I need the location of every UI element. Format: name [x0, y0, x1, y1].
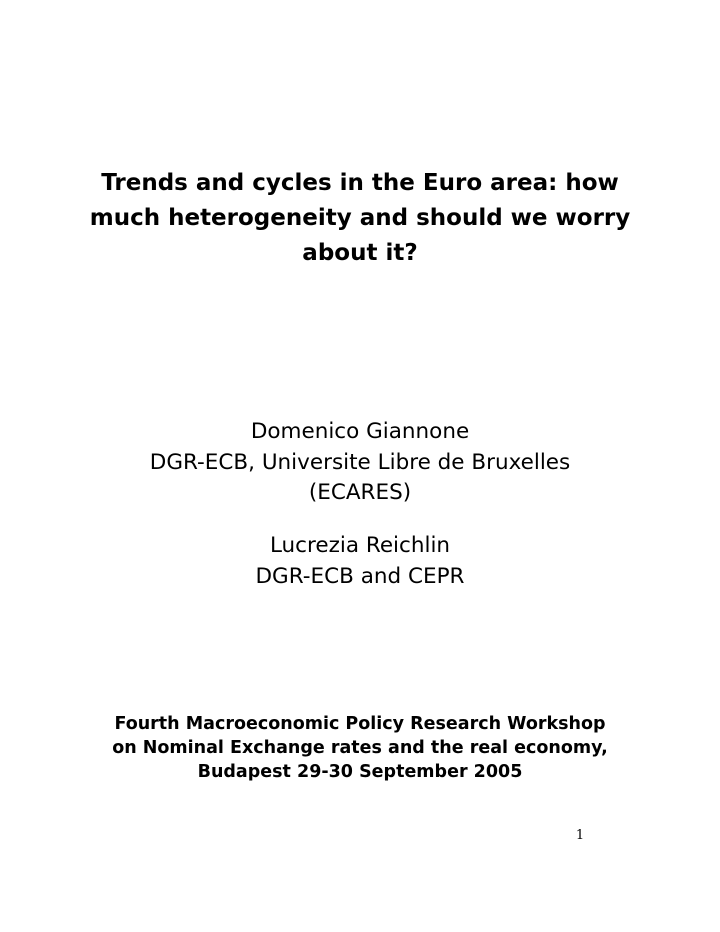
author-affiliation: DGR-ECB, Universite Libre de Bruxelles: [149, 449, 571, 475]
title-line: about it?: [302, 240, 418, 266]
page-number: 1: [575, 828, 585, 843]
author-reichlin: [60, 531, 660, 592]
title-line: much heterogeneity and should we worry: [89, 205, 631, 231]
author-name: Domenico Giannone: [250, 419, 470, 444]
author-name: Lucrezia Reichlin: [269, 533, 451, 558]
event-line: Fourth Macroeconomic Policy Research Workshop: [114, 714, 606, 734]
author-affiliation: (ECARES): [308, 480, 412, 505]
author-giannone: [60, 417, 660, 509]
event-line: Budapest 29-30 September 2005: [197, 762, 523, 782]
slide-title: [60, 166, 660, 271]
event-line: on Nominal Exchange rates and the real economy,: [112, 738, 608, 758]
event-info: [60, 712, 660, 784]
title-line: Trends and cycles in the Euro area: how: [101, 170, 619, 196]
author-affiliation: DGR-ECB and CEPR: [255, 563, 465, 589]
